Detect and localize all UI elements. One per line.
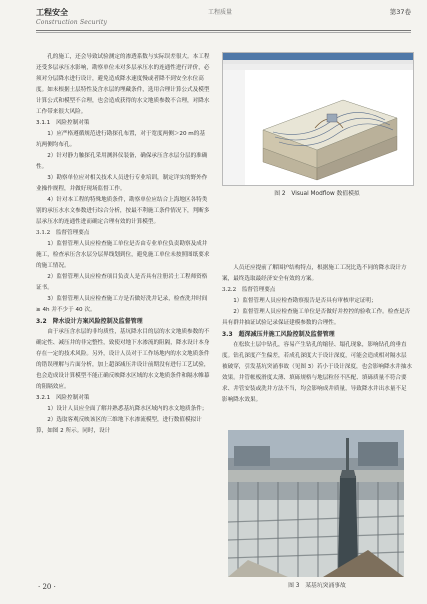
list-paragraph: 1）设计人员应全面了解并熟悉基坑降水区域内的水文地质条件；	[47, 406, 208, 412]
section-heading: 3.3 超深减压井施工风险控制及监督管理	[222, 331, 335, 338]
subsection-heading: 3.2.2 监督管理要点	[222, 287, 276, 293]
volume-label: 第37卷	[389, 8, 411, 16]
journal-subtitle: Construction Security	[36, 19, 108, 26]
section-heading: 3.2 降水设计方案风险控制及监督管理	[36, 318, 143, 325]
list-paragraph: 2）监督管理人员应检查施工单位是否做好并控控的验收工作。检查是否具有群井抽证试验记录保证建模参数的合理性。	[222, 309, 411, 326]
figure-3-caption: 图 3 某基坑突涌事故	[288, 583, 346, 589]
model-3d-view	[245, 70, 413, 185]
paragraph: 由于承压含水层的非均质性，基坑降水目的层的水文地质参数的不确定性、减压井的非完整性，致使对地下水渗流的阻隔，降水设计本身存在一定的技术风险。另外，设计人员对于工作场地内的水文地质条件的错误理解与片面分析，加上超深减压井设计前期没有进行工艺试验，也会造成设计算模型不能正确反映降水区域的水文地质条件和隔水帷幕的阻隔效应。	[36, 329, 210, 390]
model-3d-graphic	[245, 70, 412, 183]
header-rule	[36, 30, 411, 31]
header-rule-thin	[36, 32, 411, 33]
paragraph: 孔的施工，还会导致试验测定的渗透系数与实际误差很大。本工程还受多层承压水影响，勘察单位未对多层承压水的连通性进行评价，必须对分层降水进行设计，避免造成降水速度慢或者降不到安全水位高度。如未根据土层特性及含水层的埋藏条件，选用合理计算公式及模型计算公式和模型不合理，也会造成获得的水文地质参数不合理，对降水工作带来很大风险。	[36, 54, 210, 115]
list-paragraph: 3）勘察单位应对相关技术人员进行专业培训，制定详实的野外作业操作规程，并做好现场监督工作。	[36, 175, 208, 192]
paragraph: 在松软土层中钻孔，容易产生钻孔的缩径、塌孔现象，影响钻孔的垂直度。钻孔深度产生偏差，若成孔深度大于设计深度，可能会造成相对隔水层被破穿，引发基坑突涌事故（见图 3）若小于设计深度，也会影响降水井抽水效果。井管帐板滑度太薄、填砾规格与地层粒径不匹配、填砾质量不符合要求、井管安装或洗井方法不当，均会影响成井质量，导致降水井出水量不足影响降水效果。	[222, 342, 412, 403]
list-paragraph: 2）监督管理人员应检查项目负责人是否具有注册岩土工程师资格证书。	[36, 274, 208, 291]
right-column	[222, 263, 412, 406]
list-paragraph: 1）监督管理人员应检查勘察报告是否具有审核审定证明；	[233, 298, 377, 304]
subsection-heading: 3.1.1 风险控制对策	[36, 120, 90, 126]
page-number: · 20 ·	[38, 583, 56, 591]
window-titlebar	[223, 53, 413, 60]
figure-3-photo	[228, 430, 404, 577]
paragraph: 人员还应提前了解围护结构特点，根据施工工况比选不同的降水设计方案，最终选取最经济安全有效的方案。	[222, 265, 407, 282]
left-column	[36, 52, 210, 437]
list-paragraph: 2）针对静力触探孔采用测斜仪装备，确保承压含水层分层的准确性。	[36, 153, 208, 170]
figure-2-caption: 图 2 Visual Modflow 数值模拟	[274, 191, 360, 197]
list-paragraph: 1）监督管理人员应检查施工单位是否由专业单位负责勘察及成井施工，检查承压含水层分层界线划到位，避免施工单位未按照图纸要求的施工情况。	[36, 241, 210, 269]
list-paragraph: 3）监督管理人员应检查施工方是否做好洗井记录，检查洗井时间≥ 4h 并不少于 40 次。	[36, 296, 208, 313]
list-paragraph: 4）针对本工程的特殊地质条件，勘察单位应结合上海地区各特类别的承压水水文参数进行综合分析，按最不利施工条件情况下，判断多层承压水的连通性进而确定合理有效的计算模型。	[36, 197, 210, 225]
subsection-heading: 3.1.2 监督管理要点	[36, 230, 90, 236]
figure-2-modflow-screenshot	[222, 52, 414, 186]
list-paragraph: 1）应严格遵循规范进行勘探孔布置，对于宽度两侧＞20 m的基坑两侧均布孔。	[36, 131, 205, 148]
section-title: 工程质量	[208, 9, 233, 16]
window-side-panel	[223, 70, 246, 185]
subsection-heading: 3.2.1 风险控制对策	[36, 395, 90, 401]
excavation-photo	[228, 430, 404, 577]
journal-title: 工程安全	[36, 8, 68, 17]
list-paragraph: 2）选取客观反映该区的三维地下水渗流模型，进行数值模拟计算，如图 2 所示。同时，设计	[36, 417, 202, 434]
page-header	[36, 6, 411, 42]
